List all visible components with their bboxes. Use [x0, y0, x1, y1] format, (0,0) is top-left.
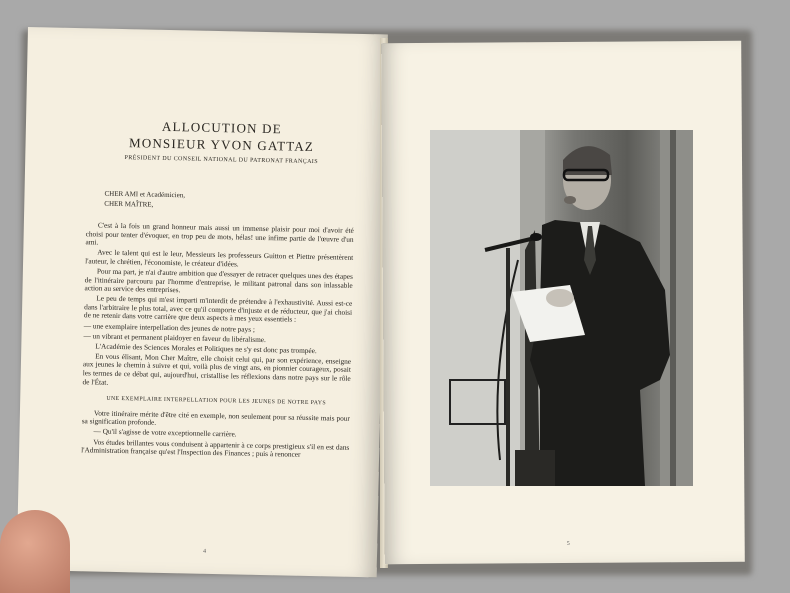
salutation: [104, 189, 354, 214]
paragraph: L'Académie des Sciences Morales et Politiques ne s'y est donc pas trompée.: [95, 341, 317, 355]
paragraph: C'est à la fois un grand honneur mais aussi un immense plaisir pour moi d'avoir été choisi pour tenter d'évoquer, en trop peu de mots, hélas! une infime partie de l'œuvre d'un ami.: [85, 220, 354, 247]
paragraph: En vous élisant, Mon Cher Maître, elle choisit celui qui, par son expérience, enseigne aux jeunes le chemin à suivre et qui, voilà plus de vingt ans, en pionnier courageux, posait les termes de ce débat qui, aujourd'hui, cristallise les réflexions dans notre pays sur le rôle de l'État.: [82, 351, 352, 387]
left-page: [17, 27, 388, 577]
title-line-1: ALLOCUTION DE: [161, 118, 283, 137]
paragraph: Vos études brillantes vous conduisent à appartenir à ce corps prestigieux s'il en est dans l'Administration française qu'est l'Inspection des Finances ; puis à renoncer: [81, 437, 350, 459]
salutation-line-1: CHER AMI et Académicien,: [104, 189, 186, 200]
salutation-line-2: CHER MAÎTRE,: [104, 199, 154, 209]
paragraph: — une exemplaire interpellation des jeunes de notre pays ;: [83, 320, 256, 334]
left-page-text: [81, 68, 357, 462]
page-number-left: 4: [202, 548, 207, 555]
page-number-right: 5: [566, 540, 570, 547]
page-title: [87, 116, 356, 156]
paragraph: Votre itinéraire mérite d'être cité en exemple, non seulement pour sa réussite mais pour sa signification profonde.: [81, 408, 350, 428]
title-line-2: MONSIEUR YVON GATTAZ: [128, 135, 315, 155]
hand-thumb: [0, 510, 70, 593]
paragraph: Le peu de temps qui m'est imparti m'interdit de prétendre à l'exhaustivité. Aussi est-ce dans l'arbitraire le plus total, avec ce qu'il comporte d'injuste et de réducteur, que j'ai choisi de ne retenir dans votre carrière que deux aspects à mes yeux essentiels :: [83, 293, 353, 325]
paragraph: — Qu'il s'agisse de votre exceptionnelle carrière.: [93, 426, 237, 439]
body-text: [81, 221, 354, 460]
paragraph: — un vibrant et permanent plaidoyer en faveur du libéralisme.: [83, 330, 266, 344]
section-heading: UNE EXEMPLAIRE INTERPELLATION POUR LES JEUNES DE NOTRE PAYS: [106, 395, 327, 407]
speaker-photo: [430, 130, 693, 486]
speaker-photo-illustration: [430, 130, 693, 486]
paragraph: Avec le talent qui est le leur, Messieurs les professeurs Guitton et Piettre présentèrent l'auteur, le chrétien, l'économiste, le créateur d'idées.: [85, 247, 354, 269]
page-subtitle: PRÉSIDENT DU CONSEIL NATIONAL DU PATRONAT FRANÇAIS: [124, 155, 319, 166]
paragraph: Pour ma part, je n'ai d'autre ambition que d'essayer de retracer quelques unes des étapes de l'itinéraire parcouru par l'homme d'entreprise, le militant patronal dans son inlassable action au service des entreprises.: [84, 266, 353, 295]
